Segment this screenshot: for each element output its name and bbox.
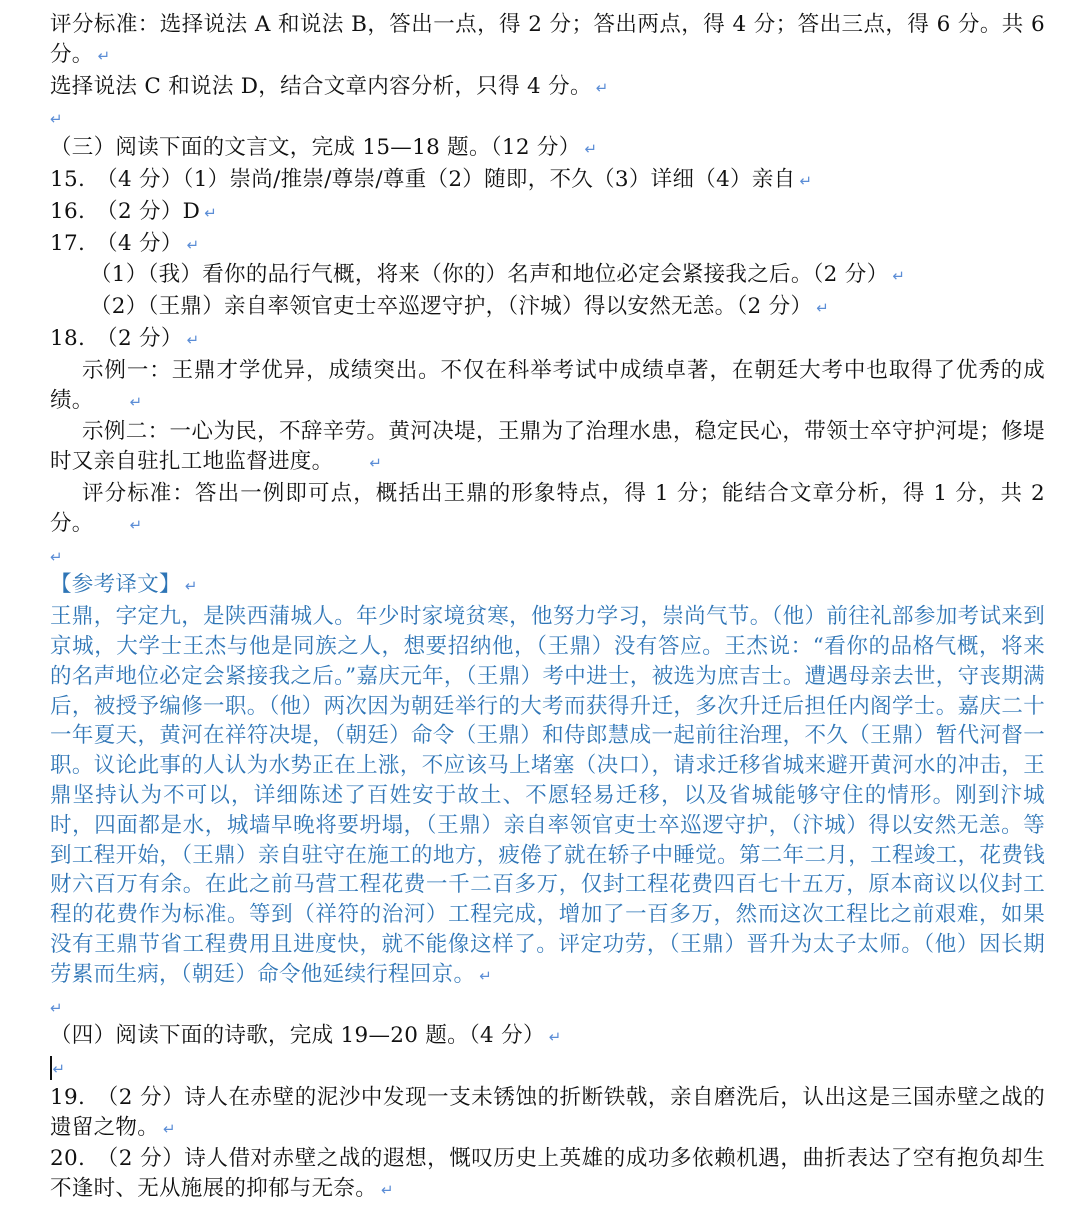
paragraph-mark-icon: ↵ [595, 78, 609, 97]
text-line: 选择说法 C 和说法 D，结合文章内容分析，只得 4 分。 [50, 73, 592, 99]
cursor-paragraph[interactable] [50, 1053, 1045, 1083]
paragraph-mark-icon: ↵ [186, 235, 200, 254]
paragraph-mark-icon: ↵ [163, 1119, 176, 1138]
paragraph-mark-icon: ↵ [204, 203, 218, 222]
section-three-heading [50, 133, 1045, 165]
answer-18-example-2 [50, 417, 1045, 479]
translation-heading [50, 570, 1045, 602]
text-line: 16. （2 分）D [50, 198, 201, 224]
text-line: （四）阅读下面的诗歌，完成 19—20 题。（4 分） [50, 1023, 545, 1049]
text-line: 17. （4 分） [50, 230, 183, 256]
answer-18-example-1 [50, 356, 1045, 418]
scoring-criteria-paragraph [50, 10, 1045, 72]
text-line: 评分标准：答出一例即可点，概括出王鼎的形象特点，得 1 分；能结合文章分析，得 1 分，共 2 分。 [50, 480, 1045, 536]
answer-16 [50, 197, 1045, 229]
paragraph-mark-icon: ↵ [369, 454, 383, 473]
paragraph-mark-icon: ↵ [186, 330, 200, 349]
text-line: 评分标准：选择说法 A 和说法 B，答出一点，得 2 分；答出两点，得 4 分；答出三点，得 6 分。共 6 分。 [50, 12, 1045, 67]
paragraph-mark-icon: ↵ [892, 267, 906, 286]
answer-19 [50, 1083, 1045, 1145]
text-cursor [50, 1056, 52, 1080]
paragraph-mark-icon: ↵ [97, 46, 111, 65]
text-line: 19. （2 分）诗人在赤壁的泥沙中发现一支未锈蚀的折断铁戟，亲自磨洗后，认出这是三国赤壁之战的遗留之物。 [50, 1084, 1045, 1140]
paragraph-mark-icon: ↵ [381, 1181, 394, 1200]
answer-17 [50, 229, 1045, 261]
answer-20 [50, 1144, 1045, 1206]
paragraph-mark-icon: ↵ [584, 140, 598, 159]
answer-18 [50, 324, 1045, 356]
paragraph-mark-icon: ↵ [816, 299, 830, 318]
paragraph-mark-icon: ↵ [129, 392, 143, 411]
text-line: 18. （2 分） [50, 325, 183, 351]
translation-body [50, 602, 1045, 991]
answer-17-part-1 [50, 260, 1045, 292]
answer-17-part-2 [50, 292, 1045, 324]
section-four-heading [50, 1021, 1045, 1053]
answer-15 [50, 165, 1045, 197]
empty-paragraph [50, 541, 1045, 571]
empty-paragraph [50, 992, 1045, 1022]
paragraph-mark-icon: ↵ [548, 1028, 562, 1047]
paragraph-mark-icon: ↵ [799, 171, 813, 190]
text-line: 示例二：一心为民，不辞辛劳。黄河决堤，王鼎为了治理水患，稳定民心，带领士卒守护河堤；修堤时又亲自驻扎工地监督进度。 [50, 419, 1045, 475]
paragraph-mark-icon: ↵ [479, 966, 493, 985]
paragraph-mark-icon: ↵ [50, 547, 63, 566]
paragraph-mark-icon: ↵ [52, 1060, 66, 1079]
paragraph-mark-icon: ↵ [50, 110, 63, 129]
text-line: （2）（王鼎）亲自率领官吏士卒巡逻守护，（汴城）得以安然无恙。（2 分） [90, 294, 813, 320]
empty-paragraph [50, 103, 1045, 133]
text-line: （三）阅读下面的文言文，完成 15—18 题。（12 分） [50, 135, 581, 161]
text-line: （1）（我）看你的品行气概，将来（你的）名声和地位必定会紧接我之后。（2 分） [90, 262, 889, 288]
paragraph-mark-icon: ↵ [129, 515, 143, 534]
text-line: 王鼎，字定九，是陕西蒲城人。年少时家境贫寒，他努力学习，崇尚气节。（他）前往礼部参加考试来到京城，大学士王杰与他是同族之人，想要招纳他，（王鼎）没有答应。王杰说：“看你的品格气概，将来的名声地位必定会紧接我之后。”嘉庆元年，（王鼎）考中进士，被选为庶吉士。遭遇母亲去世，守丧期满后，被授予编修一职。（他）两次因为朝廷举行的大考而获得升迁，多次升迁后担任内阁学士。嘉庆二十一年夏天，黄河在祥符决堤，（朝廷）命令（王鼎）和侍郎慧成一起前往治理，不久（王鼎）暂代河督一职。议论此事的人认为水势正在上涨，不应该马上堵塞（决口），请求迁移省城来避开黄河水的冲击，王鼎坚持认为不可以，详细陈述了百姓安于故土、不愿轻易迁移，以及省城能够守住的情形。刚到汴城时，四面都是水，城墙早晚将要坍塌，（王鼎）亲自率领官吏士卒巡逻守护，（汴城）得以安然无恙。等到工程开始，（王鼎）亲自驻守在施工的地方，疲倦了就在轿子中睡觉。第二年二月，工程竣工，花费钱财六百万有余。在此之前马营工程花费一千二百多万，仅封工程花费四百七十五万，原本商议以仪封工程的花费作为标准。等到（祥符的治河）工程完成，增加了一百多万，然而这次工程比之前艰难，如果没有王鼎节省工程费用且进度快，就不能像这样了。评定功劳，（王鼎）晋升为太子太师。（他）因长期劳累而生病，（朝廷）命令他延续行程回京。 [50, 604, 1045, 987]
text-line: 【参考译文】 [50, 572, 181, 598]
paragraph-mark-icon: ↵ [50, 998, 63, 1017]
text-line: 15. （4 分）（1）崇尚/推崇/尊崇/尊重（2）随即，不久（3）详细（4）亲自 [50, 166, 796, 192]
paragraph-mark-icon: ↵ [184, 577, 198, 596]
document-body [50, 10, 1045, 1206]
text-line: 示例一：王鼎才学优异，成绩突出。不仅在科举考试中成绩卓著，在朝廷大考中也取得了优秀的成绩。 [50, 357, 1045, 413]
scoring-criteria-cd-paragraph [50, 72, 1045, 104]
answer-18-scoring [50, 479, 1045, 541]
text-line: 20. （2 分）诗人借对赤壁之战的遐想，慨叹历史上英雄的成功多依赖机遇，曲折表达了空有抱负却生不逢时、无从施展的抑郁与无奈。 [50, 1146, 1045, 1202]
